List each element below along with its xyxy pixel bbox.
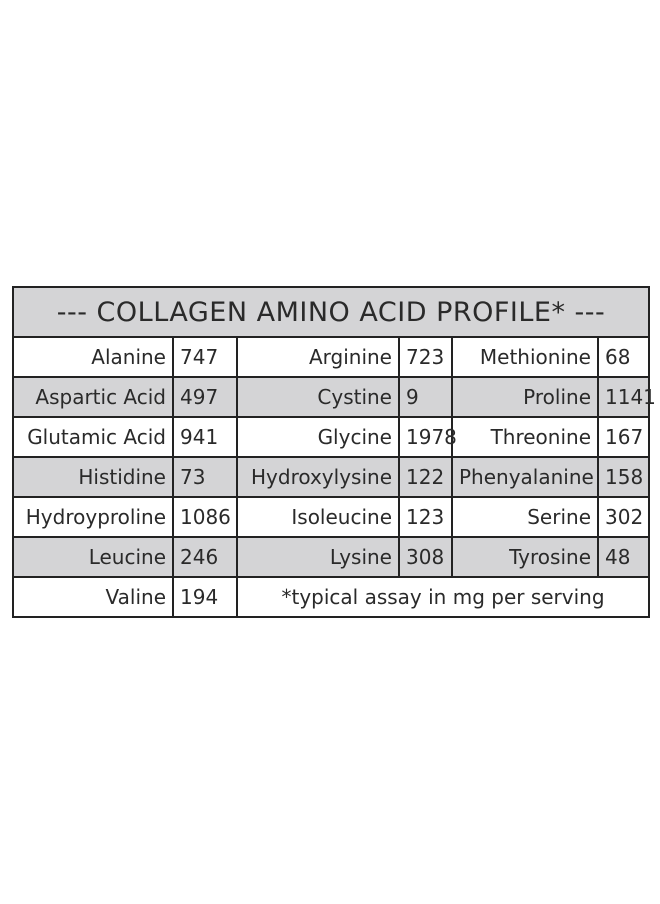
acid-value: 122 (399, 457, 452, 497)
acid-name: Hydroyproline (13, 497, 173, 537)
table-row (13, 377, 649, 417)
acid-value: 73 (173, 457, 237, 497)
table-row (13, 457, 649, 497)
acid-name: Glycine (237, 417, 399, 457)
acid-value: 68 (598, 337, 649, 377)
title-row (13, 287, 649, 337)
acid-name: Serine (452, 497, 598, 537)
acid-name: Histidine (13, 457, 173, 497)
acid-value: 1086 (173, 497, 237, 537)
acid-name: Threonine (452, 417, 598, 457)
table-row (13, 417, 649, 457)
acid-name: Valine (13, 577, 173, 617)
acid-name: Phenyalanine (452, 457, 598, 497)
acid-value: 194 (173, 577, 237, 617)
table-row (13, 497, 649, 537)
acid-name: Aspartic Acid (13, 377, 173, 417)
acid-value: 123 (399, 497, 452, 537)
acid-value: 167 (598, 417, 649, 457)
acid-name: Alanine (13, 337, 173, 377)
acid-value: 747 (173, 337, 237, 377)
acid-name: Lysine (237, 537, 399, 577)
acid-value: 246 (173, 537, 237, 577)
footnote: *typical assay in mg per serving (237, 577, 649, 617)
acid-name: Leucine (13, 537, 173, 577)
acid-name: Arginine (237, 337, 399, 377)
table-title: --- COLLAGEN AMINO ACID PROFILE* --- (13, 287, 649, 337)
acid-name: Hydroxylysine (237, 457, 399, 497)
table-row (13, 537, 649, 577)
table-row (13, 577, 649, 617)
acid-name: Cystine (237, 377, 399, 417)
acid-value: 158 (598, 457, 649, 497)
acid-value: 302 (598, 497, 649, 537)
acid-value: 1978 (399, 417, 452, 457)
acid-name: Glutamic Acid (13, 417, 173, 457)
acid-name: Proline (452, 377, 598, 417)
acid-value: 497 (173, 377, 237, 417)
table-row (13, 337, 649, 377)
acid-name: Tyrosine (452, 537, 598, 577)
acid-value: 9 (399, 377, 452, 417)
acid-name: Isoleucine (237, 497, 399, 537)
acid-value: 723 (399, 337, 452, 377)
acid-name: Methionine (452, 337, 598, 377)
amino-acid-table (12, 286, 656, 618)
acid-value: 941 (173, 417, 237, 457)
acid-value: 48 (598, 537, 649, 577)
acid-value: 1141 (598, 377, 649, 417)
acid-value: 308 (399, 537, 452, 577)
